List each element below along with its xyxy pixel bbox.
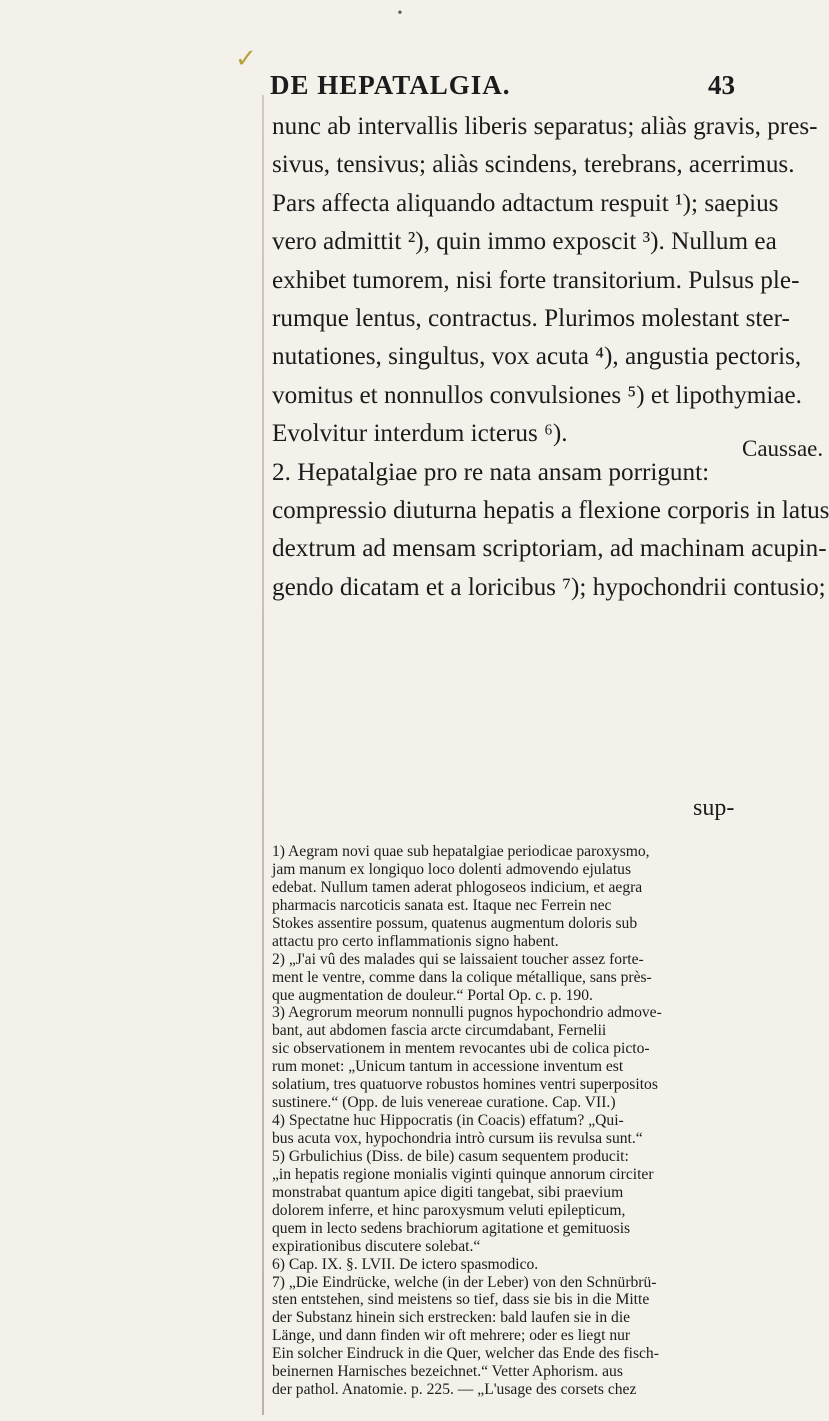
footnote-line: Stokes assentire possum, quatenus augmentum doloris sub	[272, 914, 638, 932]
footnote-line: 7) „Die Eindrücke, welche (in der Leber) von den Schnürbrü-	[272, 1273, 657, 1291]
text-line: nutationes, singultus, vox acuta ⁴), angustia pectoris,	[272, 343, 802, 371]
footnote-line: Ein solcher Eindruck in die Quer, welcher das Ende des fisch-	[272, 1345, 659, 1363]
footnote-line: attactu pro certo inflammationis signo habent.	[272, 932, 559, 950]
text-line: rumque lentus, contractus. Plurimos molestant ster-	[272, 304, 790, 332]
footnote-line: ment le ventre, comme dans la colique métallique, sans près-	[272, 968, 652, 986]
footnote-line: Länge, und dann finden wir oft mehrere; oder es liegt nur	[272, 1327, 631, 1345]
footnote-line: „in hepatis regione monialis viginti quinque annorum circiter	[272, 1165, 654, 1183]
text-line: nunc ab intervallis liberis separatus; aliàs gravis, pres-	[272, 113, 818, 140]
text-line: 2. Hepatalgiae pro re nata ansam porrigunt:	[272, 458, 710, 486]
page-gutter-edge	[262, 95, 264, 1415]
text-line: dextrum ad mensam scriptoriam, ad machinam acupin-	[272, 535, 827, 563]
footnote-line: sic observationem in mentem revocantes ubi de colica picto-	[272, 1040, 650, 1058]
footnote-line: que augmentation de douleur.“ Portal Op. c. p. 190.	[272, 986, 593, 1004]
footnote-line: 3) Aegrorum meorum nonnulli pugnos hypochondrio admove-	[272, 1004, 662, 1022]
footnote-line: sten entstehen, sind meistens so tief, dass sie bis in die Mitte	[272, 1291, 650, 1309]
footnote-line: quem in lecto sedens brachiorum agitatione et gemituosis	[272, 1219, 631, 1237]
footnote-line: edebat. Nullum tamen aderat phlogoseos indicium, et aegra	[272, 878, 643, 896]
footnote-line: rum monet: „Unicum tantum in accessione inventum est	[272, 1058, 624, 1076]
footnote-line: monstrabat quantum apice digiti tangebat, sibi praevium	[272, 1183, 624, 1201]
running-head: DE HEPATALGIA.	[270, 70, 511, 100]
footnote-line: 4) Spectatne huc Hippocratis (in Coacis) effatum? „Qui-	[272, 1112, 624, 1130]
text-line: Pars affecta aliquando adtactum respuit ¹); saepius	[272, 189, 779, 217]
footnote-line: jam manum ex longiquo loco dolenti admovendo ejulatus	[272, 860, 632, 878]
footnote-line: 1) Aegram novi quae sub hepatalgiae periodicae paroxysmo,	[272, 843, 650, 860]
footnote-line: der Substanz hinein sich erstrecken: bald laufen sie in die	[272, 1309, 631, 1327]
text-line: Evolvitur interdum icterus ⁶).	[272, 420, 568, 448]
margin-note: Caussae.	[742, 436, 824, 461]
footnote-line: expirationibus discutere solebat.“	[272, 1237, 481, 1255]
catchword: sup-	[693, 795, 735, 821]
footnote-line: sustinere.“ (Opp. de luis venereae curatione. Cap. VII.)	[272, 1094, 616, 1112]
text-line: gendo dicatam et a loricibus ⁷); hypochondrii contusio;	[272, 573, 826, 601]
footnote-line: 5) Grbulichius (Diss. de bile) casum sequentem producit:	[272, 1147, 629, 1165]
top-dot-mark: •	[397, 6, 403, 21]
footnote-line: beinernen Harnisches bezeichnet.“ Vetter Aphorism. aus	[272, 1363, 623, 1381]
footnotes	[272, 843, 740, 1399]
footnote-line: bus acuta vox, hypochondria intrò cursum iis revulsa sunt.“	[272, 1130, 643, 1147]
text-line: compressio diuturna hepatis a flexione corporis in latus	[272, 496, 829, 524]
text-line: vero admittit ²), quin immo exposcit ³). Nullum ea	[272, 228, 777, 256]
footnote-line: der pathol. Anatomie. p. 225. — „L'usage des corsets chez	[272, 1381, 637, 1399]
text-line: exhibet tumorem, nisi forte transitorium. Pulsus ple-	[272, 266, 800, 294]
footnote-line: solatium, tres quatuorve robustos homines ventri superpositos	[272, 1076, 658, 1094]
footnote-line: pharmacis narcoticis sanata est. Itaque nec Ferrein nec	[272, 896, 612, 914]
footnote-line: dolorem inferre, et hinc paroxysmum veluti epilepticum,	[272, 1201, 626, 1219]
footnote-line: 2) „J'ai vû des malades qui se laissaient toucher assez forte-	[272, 950, 644, 968]
check-mark-icon: ✓	[235, 44, 257, 73]
text-line: sivus, tensivus; aliàs scindens, terebrans, acerrimus.	[272, 151, 795, 179]
footnote-line: 6) Cap. IX. §. LVII. De ictero spasmodico.	[272, 1255, 539, 1273]
page-number: 43	[708, 70, 735, 100]
text-line: vomitus et nonnullos convulsiones ⁵) et lipothymiae.	[272, 381, 802, 409]
footnote-line: bant, aut abdomen fascia arcte circumdabant, Fernelii	[272, 1022, 607, 1040]
